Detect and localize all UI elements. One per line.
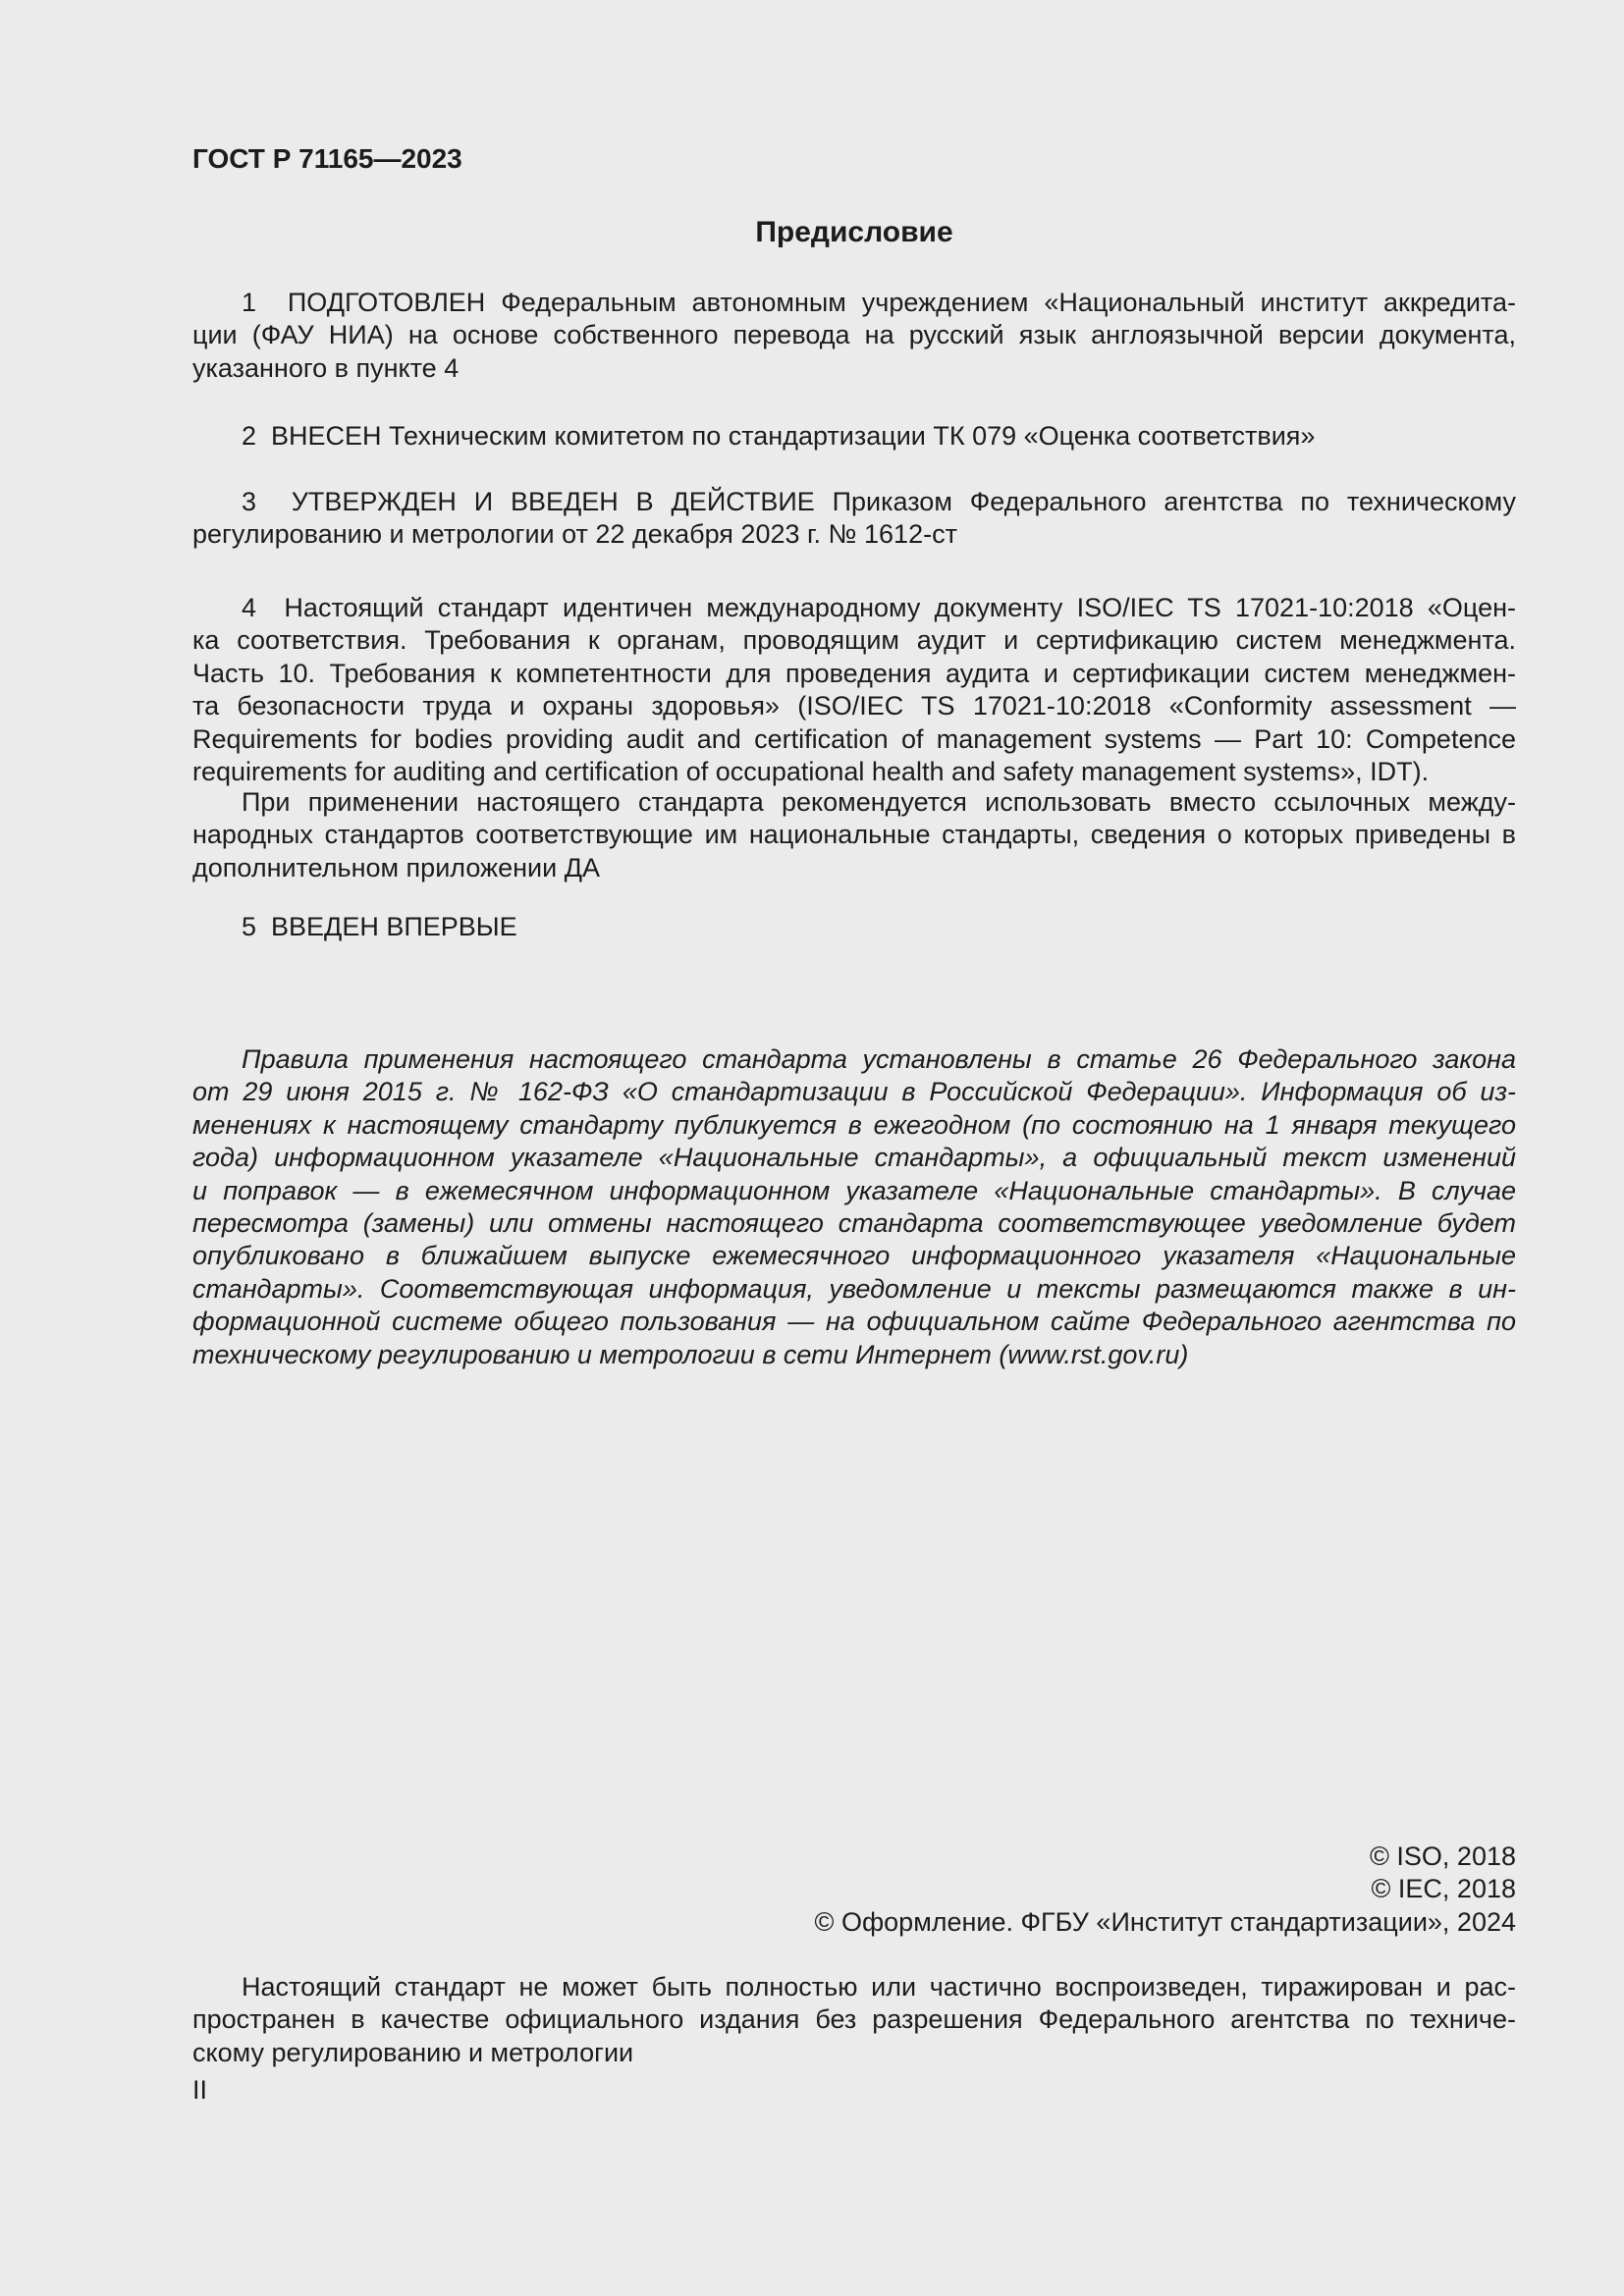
text-line: 4 Настоящий стандарт идентичен международному документу ISO/IEC TS 17021-10:2018 «Оцен- [242, 593, 1516, 622]
foreword-item-4-note [192, 786, 1516, 884]
text-line: ции (ФАУ НИА) на основе собственного перевода на русский язык англоязычной версии документа, [192, 320, 1516, 350]
text-line: Настоящий стандарт не может быть полностью или частично воспроизведен, тиражирован и рас- [242, 1972, 1516, 2002]
text-line: дополнительном приложении ДА [192, 852, 600, 882]
text-line: 2 ВНЕСЕН Техническим комитетом по стандартизации ТК 079 «Оценка соответствия» [242, 421, 1316, 451]
foreword-item-1 [192, 287, 1516, 385]
text-line: опубликовано в ближайшем выпуске ежемесячного информационного указателя «Национальные [192, 1241, 1516, 1271]
page-number: II [192, 2075, 208, 2105]
text-line: от 29 июня 2015 г. № 162-ФЗ «О стандартизации в Российской Федерации». Информация об из- [192, 1077, 1516, 1107]
text-line: пространен в качестве официального издания без разрешения Федерального агентства по техниче- [192, 2004, 1516, 2035]
text-line: Requirements for bodies providing audit and certification of management systems — Part 10: Competence [192, 723, 1516, 754]
reproduction-restriction-note [192, 1971, 1516, 2069]
copyright-block [192, 1841, 1516, 1939]
text-line: © Оформление. ФГБУ «Институт стандартизации», 2024 [814, 1906, 1516, 1937]
text-line: Часть 10. Требования к компетентности для проведения аудита и сертификации систем менеджмен- [192, 658, 1516, 688]
text-line: и поправок — в ежемесячном информационном указателе «Национальные стандарты». В случае [192, 1175, 1516, 1205]
foreword-item-4 [192, 592, 1516, 788]
foreword-item-5 [192, 911, 1516, 943]
text-line: 5 ВВЕДЕН ВПЕРВЫЕ [242, 912, 517, 941]
text-line: указанного в пункте 4 [192, 352, 460, 383]
text-line: При применении настоящего стандарта рекомендуется использовать вместо ссылочных между- [242, 787, 1516, 817]
text-line: Правила применения настоящего стандарта установлены в статье 26 Федерального закона [242, 1044, 1516, 1074]
legal-application-note [192, 1043, 1516, 1371]
text-line: менениях к настоящему стандарту публикуется в ежегодном (по состоянию на 1 января текущего [192, 1109, 1516, 1140]
text-line: техническому регулированию и метрологии в сети Интернет (www.rst.gov.ru) [192, 1339, 1189, 1369]
text-line: народных стандартов соответствующие им национальные стандарты, сведения о которых приведены в [192, 820, 1516, 850]
text-line: скому регулированию и метрологии [192, 2037, 634, 2067]
text-line: © ISO, 2018 [1370, 1842, 1516, 1871]
text-line: © IEC, 2018 [1371, 1874, 1516, 1904]
text-line: 1 ПОДГОТОВЛЕН Федеральным автономным учреждением «Национальный институт аккредита- [242, 288, 1516, 317]
doc-code: ГОСТ Р 71165—2023 [192, 143, 462, 174]
text-line: requirements for auditing and certification of occupational health and safety management systems», IDT). [192, 757, 1430, 787]
text-line: регулированию и метрологии от 22 декабря 2023 г. № 1612-ст [192, 519, 957, 550]
text-line: ка соответствия. Требования к органам, проводящим аудит и сертификацию систем менеджмента. [192, 625, 1516, 656]
text-line: формационной системе общего пользования — на официальном сайте Федерального агентства по [192, 1307, 1516, 1337]
text-line: года) информационном указателе «Национальные стандарты», а официальный текст изменений [192, 1143, 1516, 1173]
text-line: та безопасности труда и охраны здоровья» (ISO/IEC TS 17021-10:2018 «Conformity assessment — [192, 691, 1516, 721]
page-title: Предисловие [755, 216, 953, 248]
text-line: 3 УТВЕРЖДЕН И ВВЕДЕН В ДЕЙСТВИЕ Приказом Федерального агентства по техническому [242, 487, 1516, 516]
foreword-item-3 [192, 486, 1516, 552]
foreword-item-2 [192, 420, 1516, 453]
text-line: пересмотра (замены) или отмены настоящего стандарта соответствующее уведомление будет [192, 1208, 1516, 1239]
text-line: стандарты». Соответствующая информация, уведомление и тексты размещаются также в ин- [192, 1273, 1516, 1304]
